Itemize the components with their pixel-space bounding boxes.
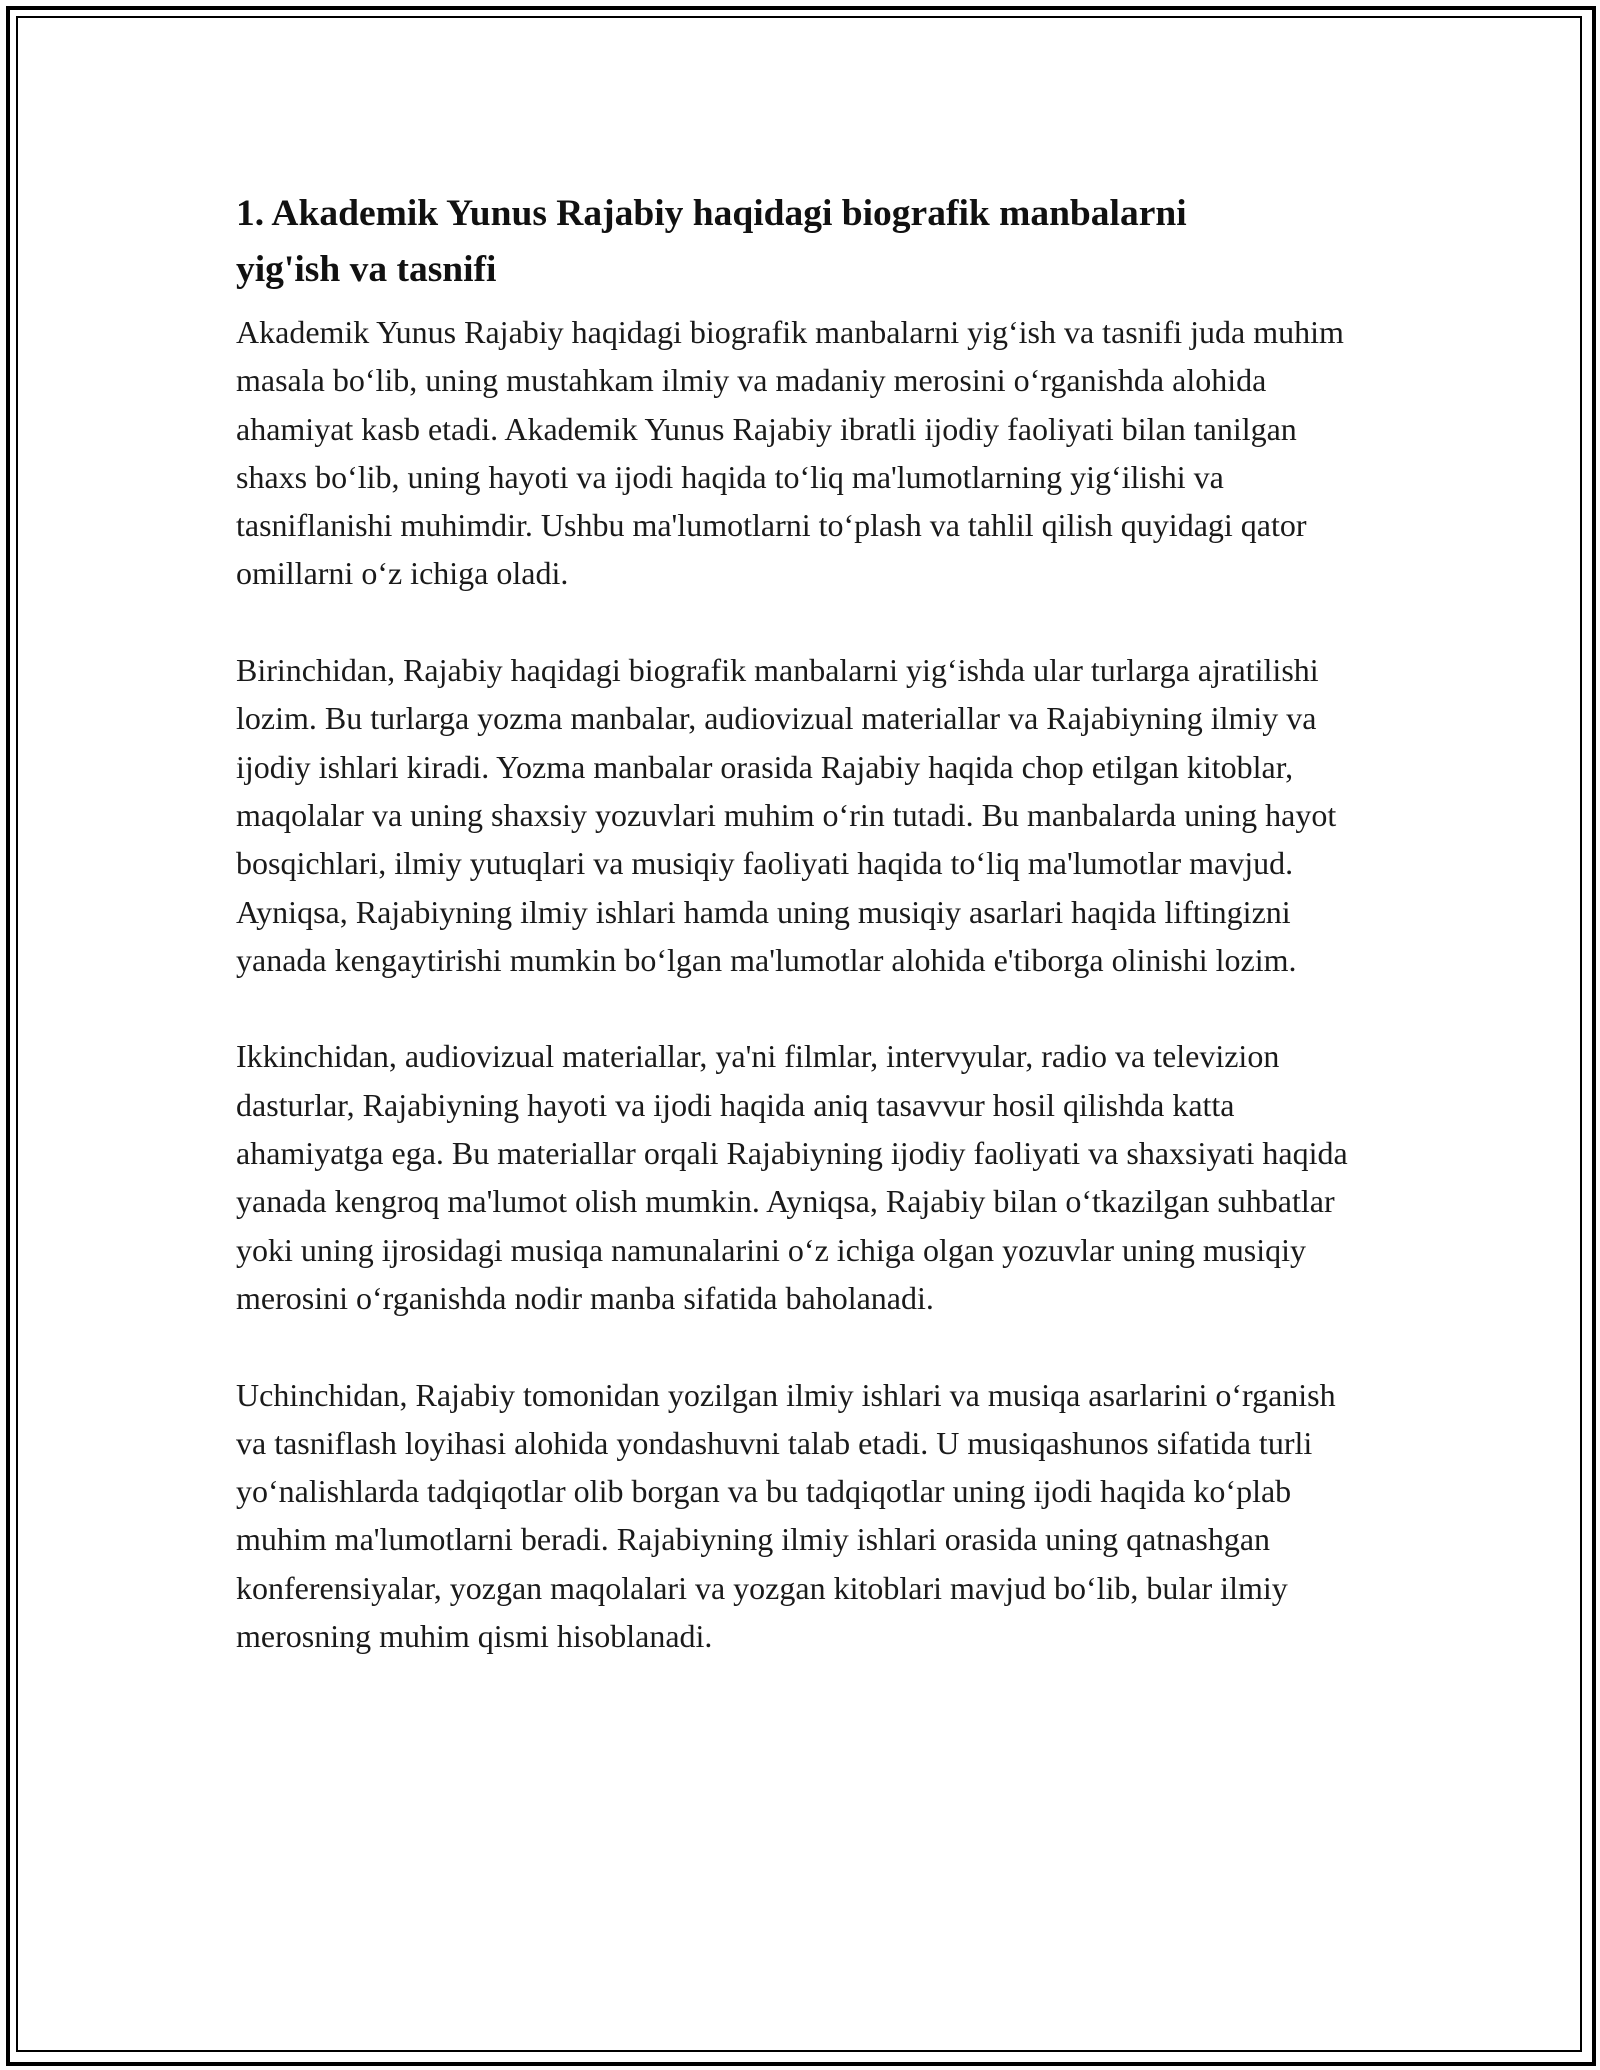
paragraph-intro: Akademik Yunus Rajabiy haqidagi biografik manbalarni yig‘ish va tasnifi juda muhim masala bo‘lib, uning mustahkam ilmiy va madaniy merosini o‘rganishda alohida ahamiyat kasb etadi. Akademik Yunus Rajabiy ibratli ijodiy faoliyati bilan tanilgan shaxs bo‘lib, uning hayoti va ijodi haqida to‘liq ma'lumotlarning yig‘ilishi va tasniflanishi muhimdir. Ushbu ma'lumotlarni to‘plash va tahlil qilish quyidagi qator omillarni o‘z ichiga oladi. (236, 314, 1344, 592)
document-body (236, 186, 1366, 1709)
paragraph-third: Uchinchidan, Rajabiy tomonidan yozilgan ilmiy ishlari va musiqa asarlarini o‘rganish va tasniflash loyihasi alohida yondashuvni talab etadi. U musiqashunos sifatida turli yo‘nalishlarda tadqiqotlar olib borgan va bu tadqiqotlar uning ijodi haqida ko‘plab muhim ma'lumotlarni beradi. Rajabiyning ilmiy ishlari orasida uning qatnashgan konferensiyalar, yozgan maqolalari va yozgan kitoblari mavjud bo‘lib, bular ilmiy merosning muhim qismi hisoblanadi. (236, 1376, 1336, 1655)
heading-line-2: yig'ish va tasnifi (236, 249, 497, 290)
paragraph-first: Birinchidan, Rajabiy haqidagi biografik manbalarni yig‘ishda ular turlarga ajratilishi lozim. Bu turlarga yozma manbalar, audiovizual materiallar va Rajabiyning ilmiy va ijodiy ishlari kiradi. Yozma manbalar orasida Rajabiy haqida chop etilgan kitoblar, maqolalar va uning shaxsiy yozuvlari muhim o‘rin tutadi. Bu manbalarda uning hayot bosqichlari, ilmiy yutuqlari va musiqiy faoliyati haqida to‘liq ma'lumotlar mavjud. Ayniqsa, Rajabiyning ilmiy ishlari hamda uning musiqiy asarlari haqida liftingizni yanada kengaytirishi mumkin bo‘lgan ma'lumotlar alohida e'tiborga olinishi lozim. (236, 652, 1337, 978)
heading-line-1: 1. Akademik Yunus Rajabiy haqidagi biografik manbalarni (236, 193, 1187, 234)
paragraph-second: Ikkinchidan, audiovizual materiallar, ya'ni filmlar, intervyular, radio va televizion dasturlar, Rajabiyning hayoti va ijodi haqida aniq tasavvur hosil qilishda katta ahamiyatga ega. Bu materiallar orqali Rajabiyning ijodiy faoliyati va shaxsiyati haqida yanada kengroq ma'lumot olish mumkin. Ayniqsa, Rajabiy bilan o‘tkazilgan suhbatlar yoki uning ijrosidagi musiqa namunalarini o‘z ichiga olgan yozuvlar uning musiqiy merosini o‘rganishda nodir manba sifatida baholanadi. (236, 1038, 1348, 1316)
section-heading (236, 186, 1366, 298)
